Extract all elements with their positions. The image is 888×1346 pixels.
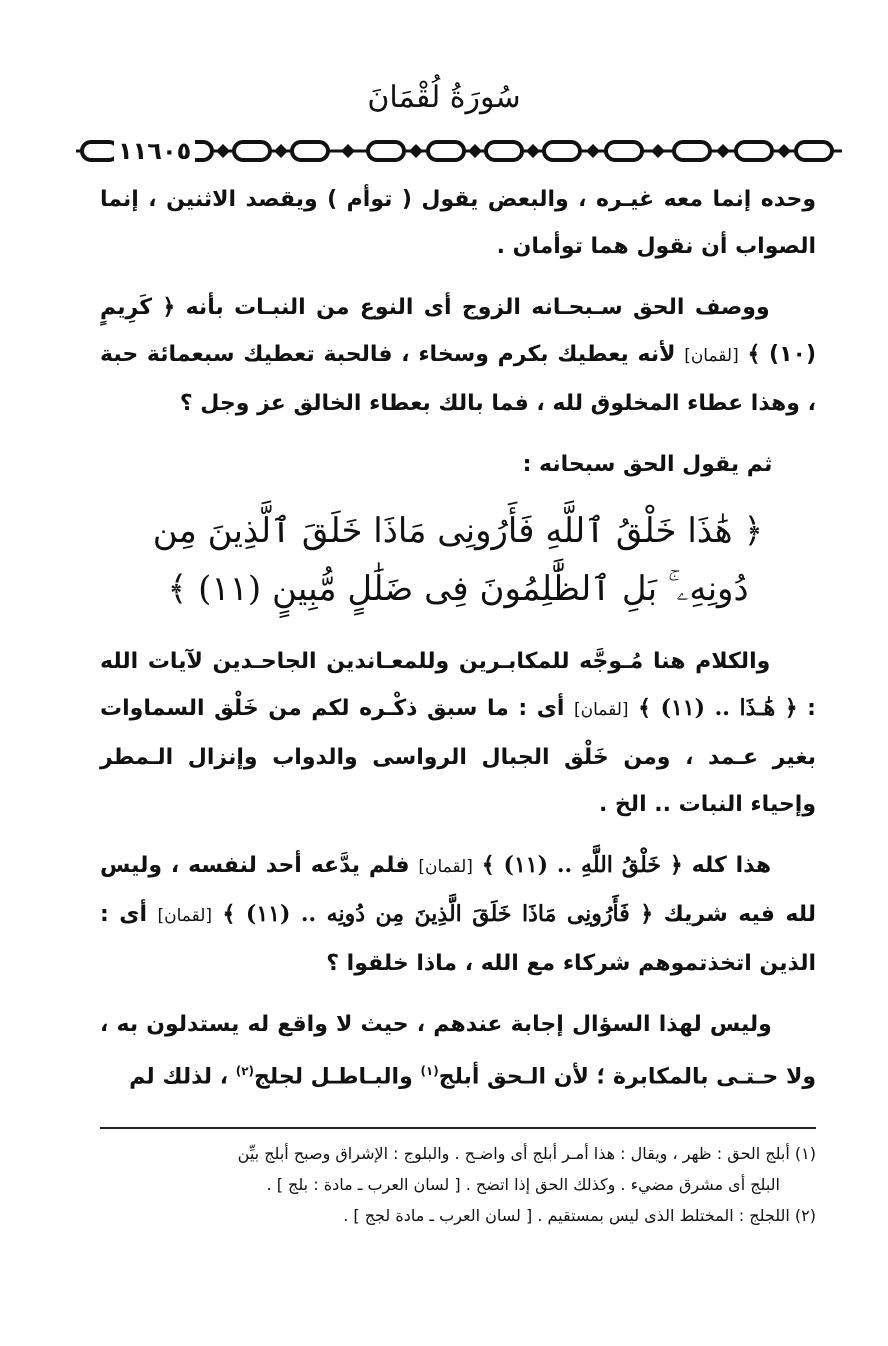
paragraph-6-text-a: وليس لهذا السؤال إجابة عندهم ، حيث لا واقع له يستدلون به ، ولا حـتـى بالمكابرة ؛ لأن الـحق أبلج — [100, 1012, 816, 1090]
footnote-marker-2[interactable]: (٢) — [235, 1064, 255, 1078]
paragraph-5-text-a: هذا كله — [691, 853, 772, 878]
paragraph-5-text-c: أى : الذين اتخذتموهم شركاء مع الله ، ماذا خلقوا ؟ — [100, 902, 816, 976]
paragraph-3-text: ثم يقول الحق سبحانه : — [522, 452, 773, 477]
paragraph-6-text-c: ، لذلك لم — [129, 1064, 229, 1090]
paragraph-2 — [100, 284, 816, 427]
footnote-divider — [100, 1127, 816, 1129]
main-text — [100, 176, 816, 1114]
paragraph-5-text-b: فلم يدَّعه أحد لنفسه ، وليس لله فيه شريك — [100, 853, 817, 927]
paragraph-1-line-2: الصواب أن نقول هما توأمان . — [496, 234, 816, 259]
paragraph-6-text-b: والبـاطـل لجلج — [254, 1064, 413, 1090]
paragraph-5 — [100, 842, 816, 987]
surah-reference: [لقمان] — [684, 346, 739, 366]
verse-quote: ﴿ هَٰـذَا .. (١١) ﴾ — [638, 695, 798, 721]
verse-quote: ﴿ فَأَرُونِى مَاذَا خَلَقَ الَّذِينَ مِن دُونِه .. (١١) ﴾ — [222, 901, 654, 927]
surah-reference: [لقمان] — [418, 857, 473, 877]
paragraph-1 — [100, 176, 816, 270]
footnote-1-line-1: (١) أبلج الحق : ظهر ، ويقال : هذا أمـر أبلج أى واضـح . والبلوج : الإشراق وصبح أبلج بيِّن — [237, 1144, 816, 1163]
surah-reference: [لقمان] — [157, 906, 213, 926]
paragraph-1-line-1: وحده إنما معه غيـره ، والبعض يقول ( توأم ) ويقصد الاثنين ، إنما — [100, 187, 816, 212]
paragraph-4-text-b: أى : ما سبق ذكْـره لكم من خَلْق السماوات بغير عـمد ، ومن خَلْق الجبال الرواسى والدواب وإنزال الـمطر وإحياء النبات .. الخ . — [100, 696, 816, 817]
surah-reference: [لقمان] — [574, 700, 629, 720]
quran-verse — [100, 502, 816, 618]
paragraph-2-text-a: ووصف الحق سـبحـانه الزوج أى النوع من النبـات بأنه ﴿ كَرِيمٍ (١٠) ﴾ — [100, 295, 816, 367]
paragraph-6 — [100, 1001, 816, 1100]
paragraph-2-text-b: لأنه يعطيك بكرم وسخاء ، فالحبة تعطيك سبعمائة حبة ، وهذا عطاء المخلوق لله ، فما بالك بعطاء الخالق عز وجل ؟ — [100, 342, 816, 416]
verse-quote: ﴿ خَلْقُ اللَّهِ .. (١١) ﴾ — [481, 852, 683, 878]
paragraph-3 — [100, 441, 816, 488]
verse-line-2: دُونِهِۦ ۚ بَلِ ٱلظَّٰلِمُونَ فِى ضَلَٰلٍ مُّبِينٍ (١١) ﴾ — [167, 569, 749, 609]
footnotes — [90, 1138, 816, 1231]
footnote-2: (٢) اللجلج : المختلط الذى ليس بمستقيم . [ لسان العرب ـ مادة لجج ] . — [343, 1206, 816, 1225]
paragraph-4 — [100, 638, 816, 828]
paragraph-4-text-a: والكلام هنا مُـوجَّه للمكابـرين وللمعـاندين الجاحـدين لآيات الله : — [100, 649, 816, 721]
page-number: ١١٦٠٥ — [114, 136, 195, 166]
verse-line-1: ﴿ هَٰذَا خَلْقُ ٱللَّهِ فَأَرُونِى مَاذَا خَلَقَ ٱلَّذِينَ مِن — [152, 511, 764, 551]
footnote-marker-1[interactable]: (١) — [420, 1064, 439, 1078]
surah-title: سُورَةُ لُقْمَانَ — [367, 80, 521, 115]
footnote-1-line-2: البلج أى مشرق مضيء . وكذلك الحق إذا اتضح . [ لسان العرب ـ مادة : بلج ] . — [266, 1175, 780, 1194]
